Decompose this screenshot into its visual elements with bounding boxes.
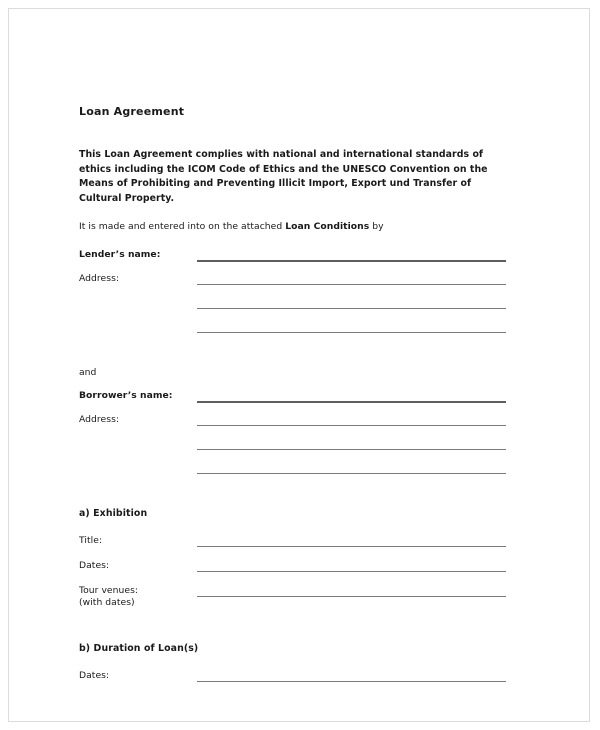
lender-address-label: Address: xyxy=(79,273,120,285)
lender-address-row-3 xyxy=(79,321,509,341)
document-body xyxy=(79,105,509,695)
lender-name-input-line[interactable] xyxy=(197,260,506,262)
borrower-address-input-line-3[interactable] xyxy=(197,473,506,474)
duration-dates-input-line[interactable] xyxy=(197,681,506,682)
borrower-address-row-3 xyxy=(79,462,509,482)
borrower-address-row-2 xyxy=(79,438,509,462)
borrower-name-row xyxy=(79,390,509,414)
conjunction-and: and xyxy=(79,367,97,379)
exhibition-tour-venues-input-line[interactable] xyxy=(197,596,506,597)
made-line-before: It is made and entered into on the attached xyxy=(79,221,286,233)
duration-dates-label: Dates: xyxy=(79,670,110,682)
borrower-name-input-line[interactable] xyxy=(197,401,506,403)
lender-name-row xyxy=(79,249,509,273)
duration-dates-row xyxy=(79,670,509,695)
exhibition-dates-label: Dates: xyxy=(79,560,110,572)
exhibition-title-label: Title: xyxy=(79,535,103,547)
exhibition-tour-venues-label xyxy=(79,585,138,609)
borrower-address-label: Address: xyxy=(79,414,120,426)
intro-paragraph: This Loan Agreement complies with national and international standards of ethics including the ICOM Code of Ethics and the UNESCO Convention on the Means of Prohibiting and Preventing Illicit Import, Export und Transfer of Cultural Property. xyxy=(79,149,488,204)
borrower-address-row-1 xyxy=(79,414,509,438)
exhibition-title-input-line[interactable] xyxy=(197,546,506,547)
lender-address-input-line-1[interactable] xyxy=(197,284,506,285)
borrower-name-label: Borrower’s name: xyxy=(79,390,173,402)
exhibition-dates-row xyxy=(79,560,509,585)
section-heading-duration: b) Duration of Loan(s) xyxy=(79,643,199,655)
made-and-entered-line xyxy=(79,220,509,233)
lender-address-row-1 xyxy=(79,273,509,297)
loan-conditions-emphasis: Loan Conditions xyxy=(285,221,370,233)
exhibition-tour-venues-row xyxy=(79,585,509,610)
exhibition-title-row xyxy=(79,535,509,560)
tour-venues-label-sub: (with dates) xyxy=(79,597,135,609)
borrower-address-input-line-1[interactable] xyxy=(197,425,506,426)
lender-name-label: Lender’s name: xyxy=(79,249,161,261)
section-heading-exhibition: a) Exhibition xyxy=(79,508,148,520)
made-line-after: by xyxy=(369,221,384,233)
exhibition-dates-input-line[interactable] xyxy=(197,571,506,572)
lender-address-row-2 xyxy=(79,297,509,321)
document-page xyxy=(8,8,590,722)
lender-address-input-line-3[interactable] xyxy=(197,332,506,333)
tour-venues-label-main: Tour venues: xyxy=(79,585,139,597)
lender-address-input-line-2[interactable] xyxy=(197,308,506,309)
page-title: Loan Agreement xyxy=(79,105,185,118)
borrower-address-input-line-2[interactable] xyxy=(197,449,506,450)
